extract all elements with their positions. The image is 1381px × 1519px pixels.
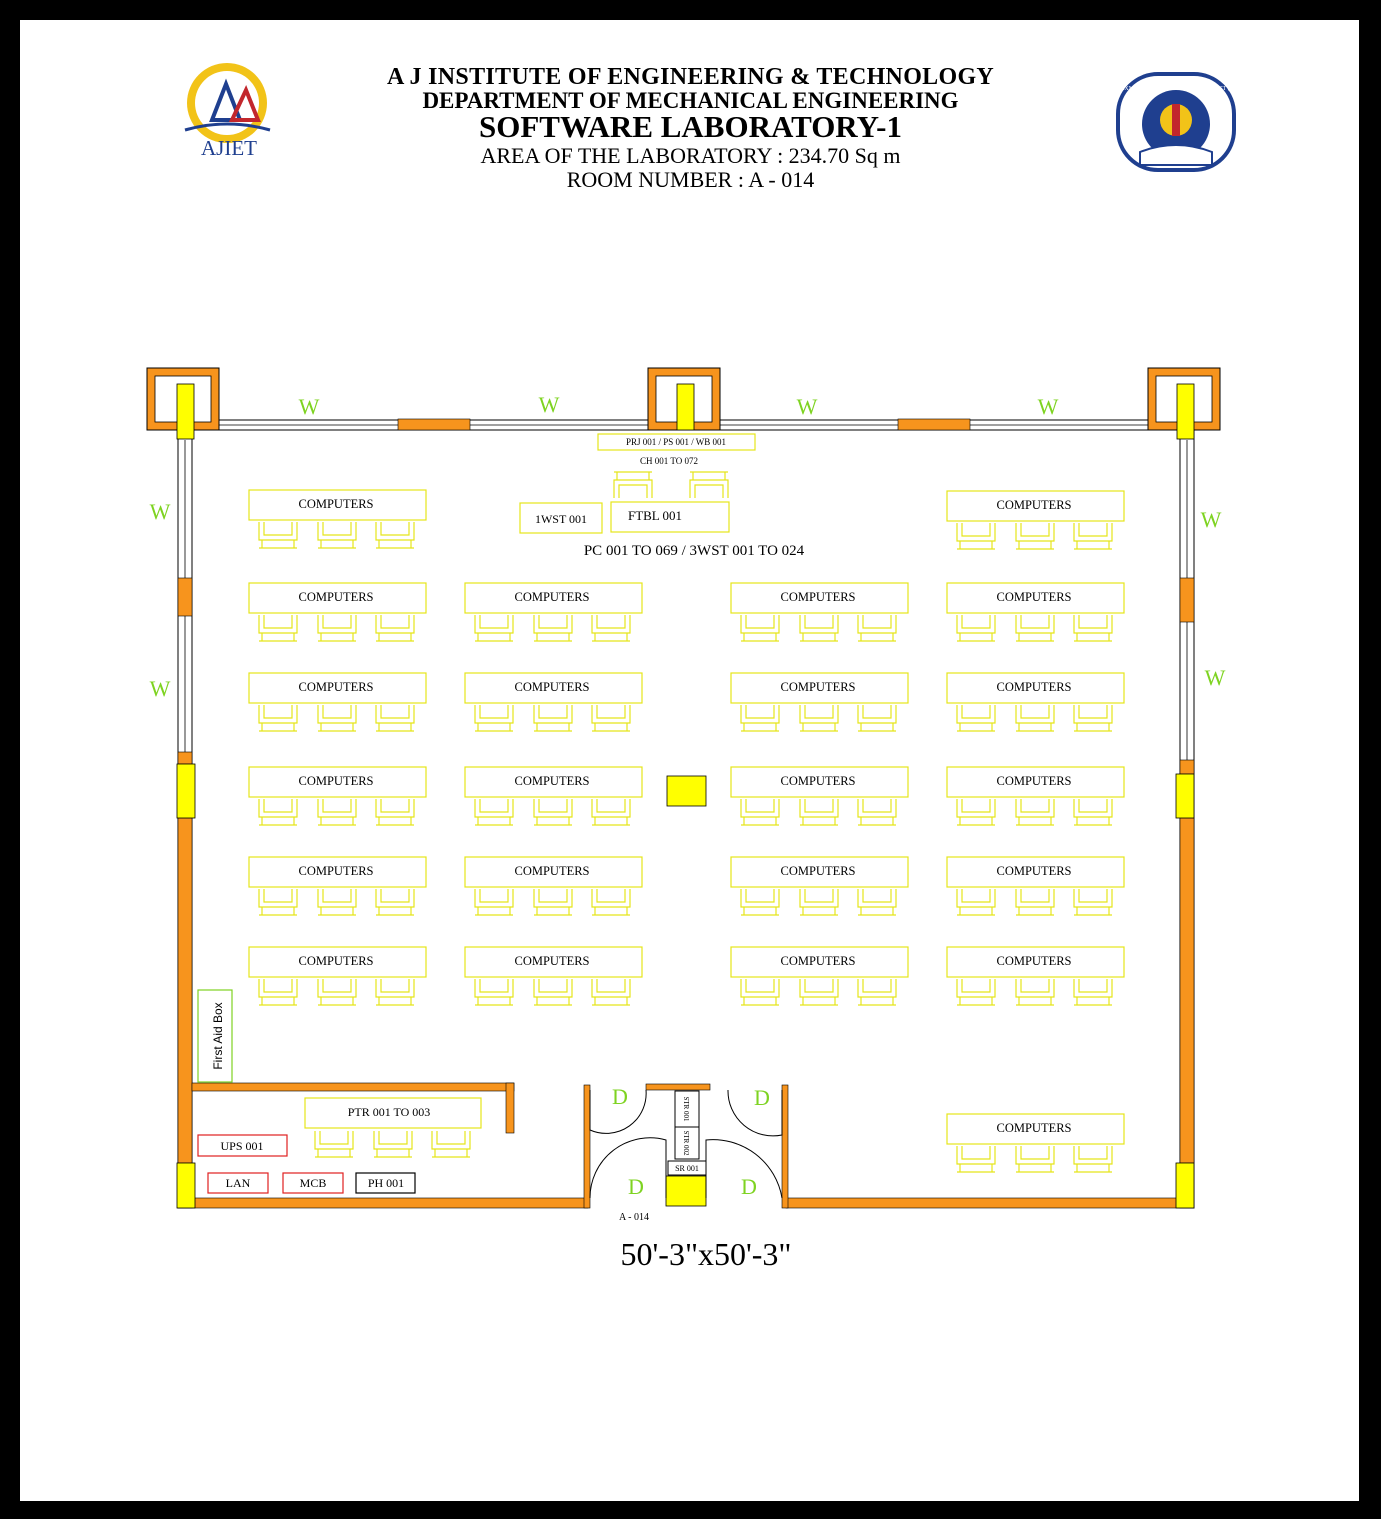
window-label: W [149, 499, 171, 524]
sr-label: SR 001 [675, 1164, 699, 1173]
computer-table [731, 767, 908, 825]
window-label: W [538, 392, 560, 417]
lab-title: SOFTWARE LABORATORY-1 [479, 109, 902, 144]
computer-table-label: COMPUTERS [780, 590, 856, 604]
computer-table [947, 767, 1124, 825]
computer-table-label: COMPUTERS [780, 864, 856, 878]
computer-table [731, 947, 908, 1005]
columns [147, 368, 1220, 1208]
computer-table [947, 1114, 1124, 1172]
computer-table [249, 947, 426, 1005]
room-label: A - 014 [619, 1212, 649, 1223]
str1-label: STR 001 [682, 1096, 690, 1122]
trust-logo [1116, 74, 1235, 170]
computer-table-label: COMPUTERS [298, 497, 374, 511]
computer-table-label: COMPUTERS [780, 680, 856, 694]
computer-table-label: COMPUTERS [996, 954, 1072, 968]
computer-table [249, 583, 426, 641]
computer-table [465, 947, 642, 1005]
pc-range-label: PC 001 TO 069 / 3WST 001 TO 024 [583, 543, 805, 559]
computer-table-label: COMPUTERS [298, 590, 374, 604]
computer-table-label: COMPUTERS [996, 498, 1072, 512]
room-number-text: ROOM NUMBER : A - 014 [566, 167, 815, 192]
door-label: D [628, 1174, 644, 1199]
mcb-label: MCB [299, 1176, 327, 1190]
computer-table-label: COMPUTERS [298, 774, 374, 788]
computer-table-label: COMPUTERS [996, 590, 1072, 604]
projector-label: PRJ 001 / PS 001 / WB 001 [625, 437, 727, 447]
teacher-area [520, 434, 805, 559]
lan-label: LAN [225, 1176, 251, 1190]
walls [178, 419, 1194, 1208]
window-label: W [1204, 665, 1226, 690]
computer-table-label: COMPUTERS [996, 1121, 1072, 1135]
ptr-room [198, 1098, 481, 1193]
wst-label: 1WST 001 [534, 512, 588, 526]
area-text: AREA OF THE LABORATORY : 234.70 Sq m [480, 143, 901, 168]
institute-title: A J INSTITUTE OF ENGINEERING & TECHNOLOGY [386, 64, 995, 90]
computer-table [465, 583, 642, 641]
chairs-label: CH 001 TO 072 [640, 456, 698, 466]
computer-table [465, 857, 642, 915]
computer-tables [249, 490, 1124, 1172]
department-title: DEPARTMENT OF MECHANICAL ENGINEERING [422, 88, 959, 113]
computer-table [249, 490, 426, 548]
window-label: W [1037, 394, 1059, 419]
computer-table-label: COMPUTERS [780, 774, 856, 788]
computer-table-label: COMPUTERS [298, 954, 374, 968]
computer-table-label: COMPUTERS [996, 774, 1072, 788]
center-column [667, 776, 706, 806]
ups-label: UPS 001 [220, 1139, 264, 1153]
window-label: W [149, 676, 171, 701]
book-icon [1140, 145, 1212, 165]
door-label: D [754, 1085, 770, 1110]
computer-table [249, 673, 426, 731]
computer-table [947, 491, 1124, 549]
computer-table-label: COMPUTERS [514, 590, 590, 604]
ajiet-logo-text: AJIET [201, 136, 257, 160]
computer-table-label: COMPUTERS [514, 680, 590, 694]
room-dimensions: 50'-3"x50'-3" [620, 1236, 792, 1272]
ftbl-label: FTBL 001 [627, 508, 683, 523]
computer-table-label: COMPUTERS [514, 774, 590, 788]
computer-table [731, 857, 908, 915]
ph-label: PH 001 [367, 1176, 405, 1190]
window-label: W [796, 394, 818, 419]
computer-table-label: COMPUTERS [298, 680, 374, 694]
ptr-label: PTR 001 TO 003 [347, 1105, 431, 1119]
computer-table [731, 673, 908, 731]
computer-table [947, 947, 1124, 1005]
computer-table-label: COMPUTERS [996, 864, 1072, 878]
computer-table [249, 857, 426, 915]
ajiet-logo [185, 63, 270, 160]
computer-table [947, 857, 1124, 915]
str2-label: STR 002 [682, 1130, 690, 1156]
computer-table [465, 767, 642, 825]
computer-table [947, 673, 1124, 731]
computer-table-label: COMPUTERS [514, 954, 590, 968]
first-aid-label: First Aid Box [211, 1002, 225, 1070]
computer-table-label: COMPUTERS [996, 680, 1072, 694]
computer-table [731, 583, 908, 641]
computer-table [465, 673, 642, 731]
door-label: D [612, 1084, 628, 1109]
trust-logo-text: LAXMI MEMORIAL EDUCATION TRUST (R) [1116, 86, 1236, 92]
door-label: D [741, 1174, 757, 1199]
computer-table-label: COMPUTERS [298, 864, 374, 878]
computer-table [249, 767, 426, 825]
server-area [668, 1091, 706, 1175]
computer-table-label: COMPUTERS [780, 954, 856, 968]
computer-table [947, 583, 1124, 641]
computer-table-label: COMPUTERS [514, 864, 590, 878]
window-label: W [298, 394, 320, 419]
window-label: W [1200, 507, 1222, 532]
